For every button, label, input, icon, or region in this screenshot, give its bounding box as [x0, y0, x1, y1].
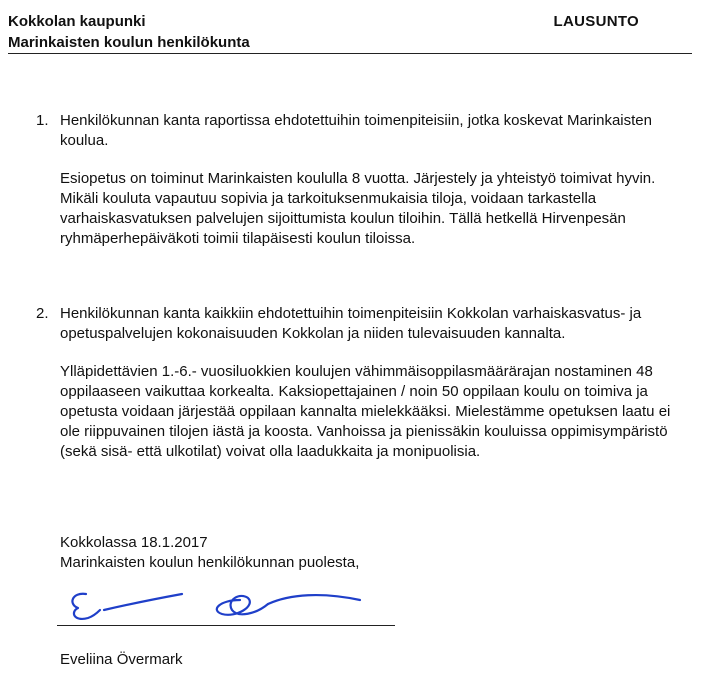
place-date: Kokkolassa 18.1.2017 — [60, 534, 208, 551]
header-rule — [8, 53, 692, 54]
item-question: Henkilökunnan kanta raportissa ehdotettuihin toimenpiteisiin, jotka koskevat Marinkaisten koulua. — [60, 112, 652, 149]
item-number: 1. — [36, 112, 49, 129]
unit-name: Marinkaisten koulun henkilökunta — [8, 34, 250, 51]
handwritten-signature — [60, 578, 390, 628]
item-question: Henkilökunnan kanta kaikkiin ehdotettuihin toimenpiteisiin Kokkolan varhaiskasvatus- ja opetuspalvelujen kokonaisuuden Kokkolan ja niiden tulevaisuuden kannalta. — [60, 305, 642, 342]
item-number: 2. — [36, 305, 49, 322]
item-answer: Ylläpidettävien 1.-6.- vuosiluokkien koulujen vähimmäisoppilasmäärärajan nostaminen 48 oppilaaseen vaikuttaa korkealta. Kaksiopettajainen / noin 50 oppilaan koulu on toimiva ja opetusta voidaan järjestää oppilaan kannalta mielekkääksi. Mielestämme opetuksen laatu ei ole riippuvainen tilojen iästä ja koosta. Vanhoissa ja pienissäkin kouluissa oppimisympäristö (sekä sisä- että ulkotilat) voivat olla laadukkaita ja monipuolisia. — [60, 363, 671, 460]
statement-item-2 — [36, 304, 676, 462]
document-type: LAUSUNTO — [553, 13, 639, 30]
document-header — [8, 11, 250, 53]
item-answer: Esiopetus on toiminut Marinkaisten koululla 8 vuotta. Järjestely ja yhteistyö toimivat hyvin. Mikäli kouluta vapautuu sopivia ja tarkoituksenmukaisia tiloja, voidaan tarkastella varhaiskasvatuksen palvelujen sijoittumista koulun tiloihin. Tällä hetkellä Hirvenpesän ryhmäperhepäiväkoti toimii tilapäisesti koulun tiloissa. — [60, 170, 656, 247]
organization-name: Kokkolan kaupunki — [8, 13, 146, 30]
signer-name: Eveliina Övermark — [60, 651, 183, 668]
on-behalf-line: Marinkaisten koulun henkilökunnan puolesta, — [60, 554, 360, 571]
statement-item-1 — [36, 111, 676, 249]
closing-block — [60, 533, 359, 573]
signature-line — [57, 625, 395, 626]
